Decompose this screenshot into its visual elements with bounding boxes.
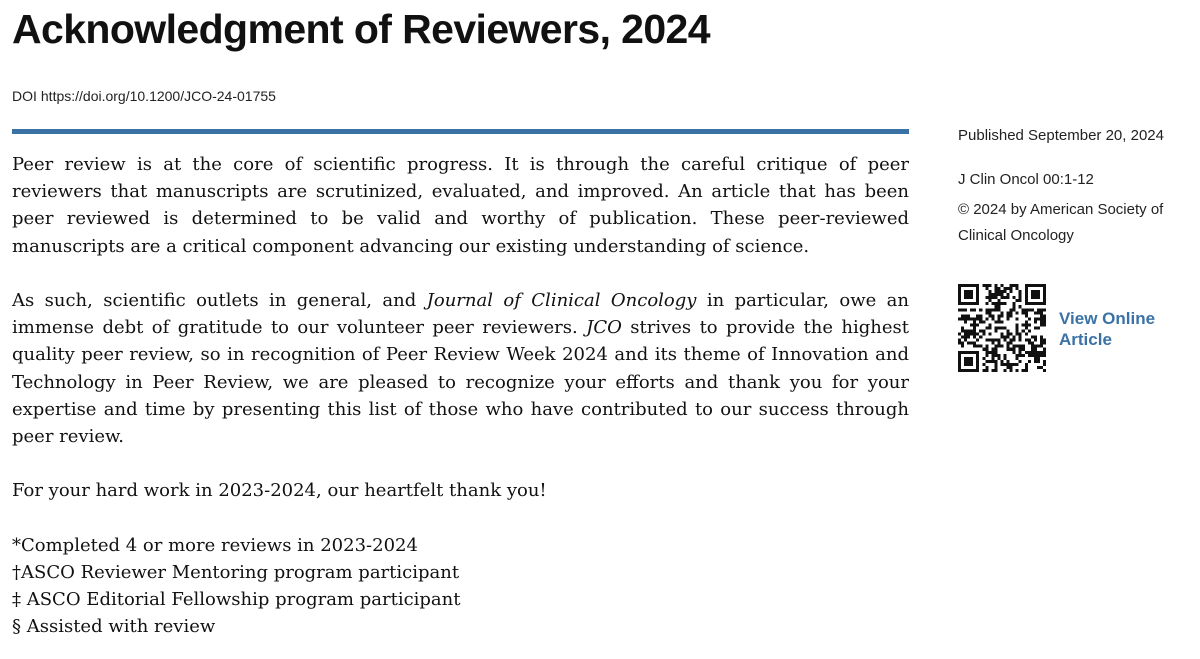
doi-link[interactable]: https://doi.org/10.1200/JCO-24-01755 (40, 88, 276, 104)
published-date: Published September 20, 2024 (958, 127, 1164, 144)
journal-abbrev: JCO (586, 317, 622, 339)
article-body (12, 151, 909, 641)
copyright: © 2024 by American Society of Clinical Oncology (958, 201, 1164, 244)
gratitude-rest: strives to provide the highest quality peer review, so in recognition of Peer Review Week 2024 and its theme of Innovation and Technology in Peer Review, we are pleased to recognize your efforts and thank you for your expertise and time by presenting this list of those who have contributed to our success through peer review. (12, 317, 910, 448)
gratitude-paragraph (12, 287, 909, 450)
note-assisted-review: § Assisted with review (12, 616, 216, 638)
citation: J Clin Oncol 00:1-12 (958, 171, 1094, 188)
footnote-legend (12, 532, 909, 641)
note-editorial-fellowship: ‡ ASCO Editorial Fellowship program participant (12, 589, 461, 611)
qr-code-icon[interactable] (958, 284, 1046, 372)
note-mentoring-program: †ASCO Reviewer Mentoring program participant (12, 562, 460, 583)
header-divider (12, 129, 909, 134)
journal-name: Journal of Clinical Oncology (426, 290, 697, 311)
doi-line (12, 88, 276, 104)
doi-label: DOI (12, 88, 37, 104)
gratitude-intro: As such, scientific outlets in general, and (12, 290, 427, 311)
intro-paragraph: Peer review is at the core of scientific progress. It is through the careful critique of peer reviewers that manuscripts are scrutinized, evaluated, and improved. An article that has been peer reviewed is determined to be valid and worthy of publication. These peer-reviewed manuscripts are a critical component advancing our existing understanding of science. (12, 154, 909, 257)
thank-you-paragraph: For your hard work in 2023-2024, our heartfelt thank you! (12, 480, 547, 502)
view-online-article-link[interactable]: View Online Article (1059, 309, 1156, 349)
gratitude-mid: in particular, owe an immense debt of gratitude to our volunteer peer reviewers. (12, 290, 909, 339)
note-completed-reviews: *Completed 4 or more reviews in 2023-2024 (12, 534, 418, 556)
article-title: Acknowledgment of Reviewers, 2024 (12, 6, 710, 52)
